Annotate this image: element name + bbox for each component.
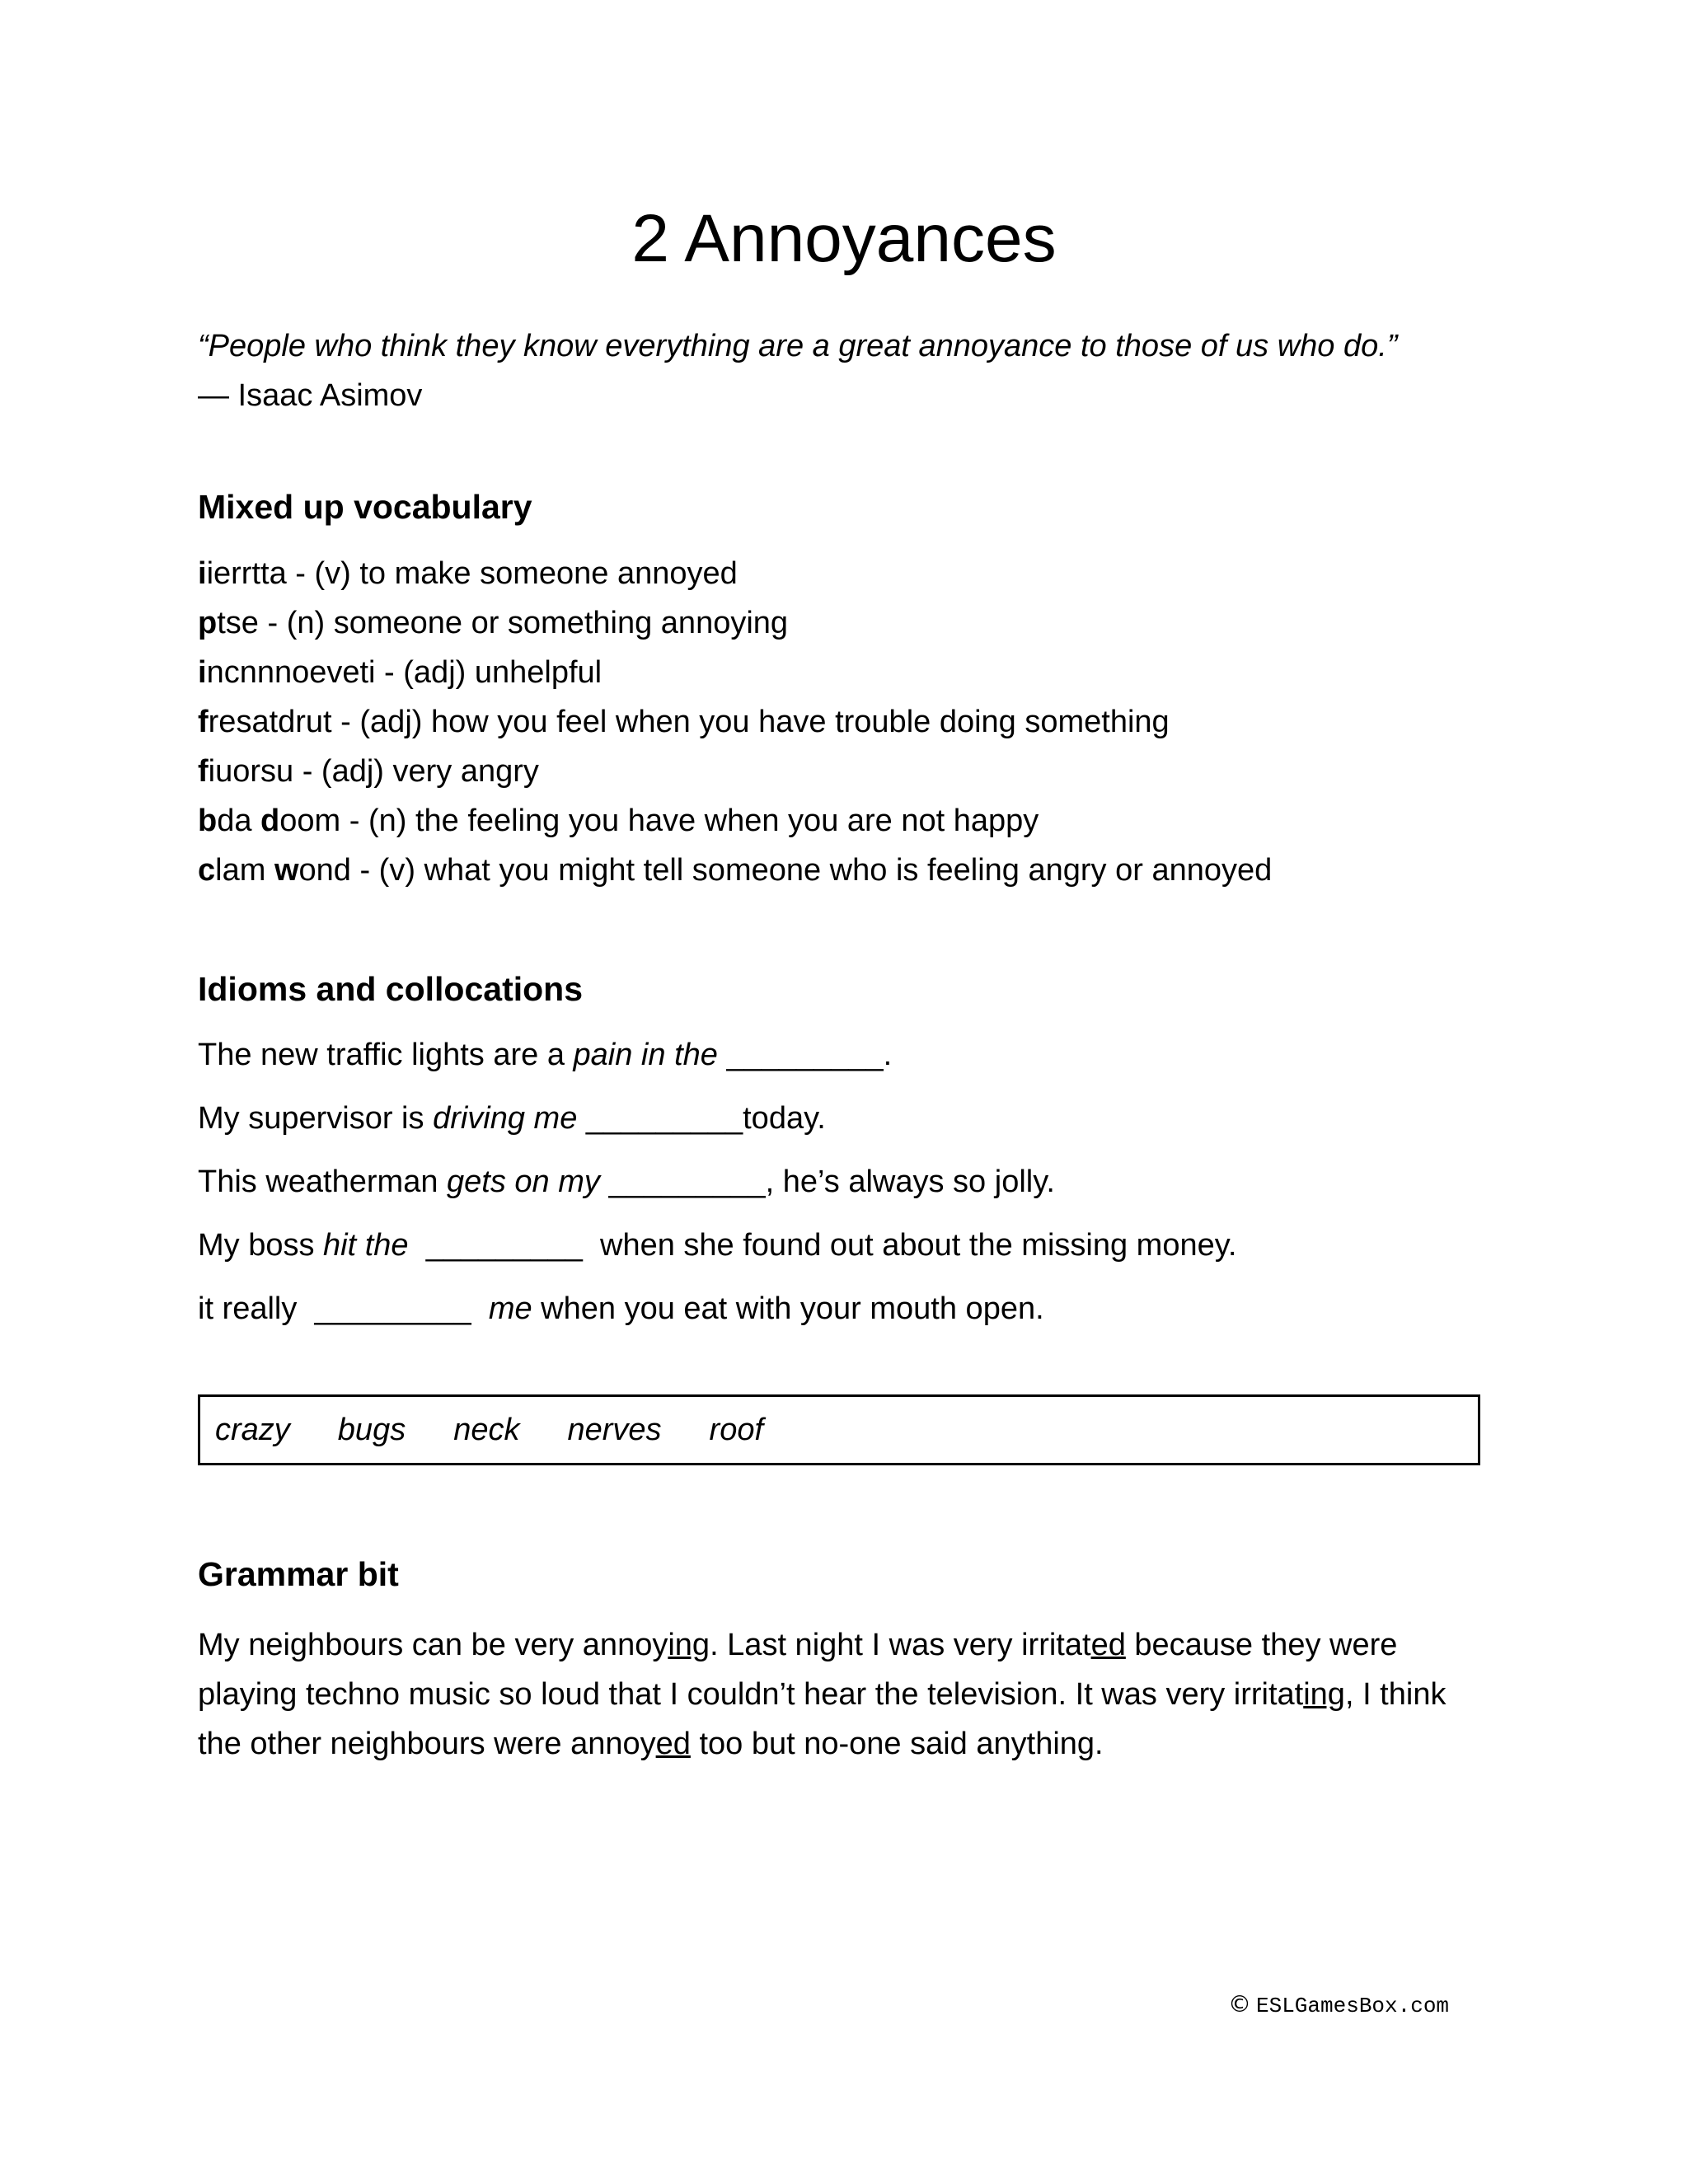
idiom-sentence-list	[198, 1034, 1517, 1352]
idiom-sentence	[198, 1288, 1517, 1329]
footer-credit	[1228, 1988, 1449, 2022]
grammar-heading: Grammar bit	[198, 1555, 399, 1593]
vocabulary-list	[198, 549, 1517, 895]
grammar-text: because they were playing techno music so loud that I couldn’t hear the television. It was very irritat	[198, 1628, 1398, 1712]
vocab-definition: - (adj) how you feel when you have trouble doing something	[331, 705, 1170, 739]
vocab-definition: - (n) someone or something annoying	[258, 606, 789, 640]
sentence-after: _________today.	[577, 1101, 826, 1136]
vocab-scrambled: lam	[215, 853, 274, 888]
vocab-item	[198, 796, 1517, 846]
vocab-item	[198, 549, 1517, 598]
sentence-idiom: hit the	[323, 1228, 409, 1263]
word-bank-item: nerves	[567, 1413, 662, 1447]
grammar-paragraph	[198, 1620, 1484, 1769]
word-bank-item: neck	[453, 1413, 520, 1447]
vocab-definition: - (v) to make someone annoyed	[286, 556, 738, 591]
quote-text: “People who think they know everything are a great annoyance to those of us who do.”	[198, 329, 1398, 363]
vocab-item	[198, 747, 1517, 796]
vocab-scrambled: da	[217, 804, 261, 838]
sentence-before: This weatherman	[198, 1165, 448, 1199]
vocab-item	[198, 846, 1517, 895]
quote-author: — Isaac Asimov	[198, 378, 423, 413]
sentence-after: _________.	[717, 1038, 893, 1072]
vocab-second-first-letter: d	[260, 804, 280, 838]
word-bank-item: roof	[709, 1413, 764, 1447]
quote	[198, 321, 1517, 420]
page-title: 2 Annoyances	[631, 201, 1057, 276]
sentence-after: _________ when she found out about the missing money.	[408, 1228, 1237, 1263]
vocab-scrambled-2: oom	[279, 804, 341, 838]
grammar-underlined-suffix: ing	[668, 1628, 710, 1662]
sentence-idiom: pain in the	[573, 1038, 718, 1072]
grammar-text: My neighbours can be very annoy	[198, 1628, 668, 1662]
vocab-scrambled: ncnnnoeveti	[206, 655, 376, 690]
sentence-idiom: me	[488, 1291, 532, 1326]
sentence-before: My boss	[198, 1228, 324, 1263]
sentence-idiom: gets on my	[447, 1165, 600, 1199]
vocab-scrambled: resatdrut	[208, 705, 332, 739]
vocab-second-first-letter: w	[274, 853, 299, 888]
idiom-sentence	[198, 1225, 1517, 1266]
grammar-text: too but no-one said anything.	[690, 1727, 1104, 1761]
grammar-underlined-suffix: ed	[655, 1727, 691, 1761]
idiom-sentence	[198, 1098, 1517, 1139]
idioms-heading: Idioms and collocations	[198, 970, 584, 1008]
grammar-underlined-suffix: ing	[1303, 1677, 1345, 1712]
grammar-text: , I think the other neighbours were annoy	[198, 1677, 1447, 1761]
vocab-first-letter: i	[198, 556, 207, 591]
sentence-after: when you eat with your mouth open.	[532, 1291, 1044, 1326]
vocab-scrambled: iuorsu	[208, 754, 294, 789]
vocabulary-heading: Mixed up vocabulary	[198, 488, 532, 526]
word-bank-item: bugs	[337, 1413, 406, 1447]
vocab-definition: - (adj) very angry	[293, 754, 539, 789]
vocab-scrambled: ierrtta	[206, 556, 287, 591]
vocab-item	[198, 697, 1517, 747]
copyright-icon: ©	[1228, 1990, 1251, 2018]
grammar-underlined-suffix: ed	[1090, 1628, 1126, 1662]
vocab-definition: - (adj) unhelpful	[375, 655, 603, 690]
vocab-definition: - (v) what you might tell someone who is feeling angry or annoyed	[350, 853, 1273, 888]
vocab-scrambled: tse	[217, 606, 259, 640]
vocab-first-letter: c	[198, 853, 216, 888]
vocab-first-letter: i	[198, 655, 207, 690]
vocab-item	[198, 598, 1517, 648]
vocab-first-letter: f	[198, 754, 209, 789]
vocab-first-letter: f	[198, 705, 209, 739]
vocab-first-letter: p	[198, 606, 218, 640]
vocab-definition: - (n) the feeling you have when you are not happy	[340, 804, 1039, 838]
word-bank-item: crazy	[215, 1413, 290, 1447]
idiom-sentence	[198, 1161, 1517, 1202]
sentence-idiom: driving me	[433, 1101, 578, 1136]
vocab-item	[198, 648, 1517, 697]
vocab-first-letter: b	[198, 804, 218, 838]
grammar-text: . Last night I was very irritat	[710, 1628, 1091, 1662]
footer-site: ESLGamesBox.com	[1256, 1994, 1450, 2018]
sentence-after: _________, he’s always so jolly.	[599, 1165, 1055, 1199]
word-bank-box	[198, 1394, 1480, 1465]
sentence-before: My supervisor is	[198, 1101, 434, 1136]
sentence-before: it really _________	[198, 1291, 489, 1326]
sentence-before: The new traffic lights are a	[198, 1038, 574, 1072]
idiom-sentence	[198, 1034, 1517, 1076]
vocab-scrambled-2: ond	[298, 853, 351, 888]
